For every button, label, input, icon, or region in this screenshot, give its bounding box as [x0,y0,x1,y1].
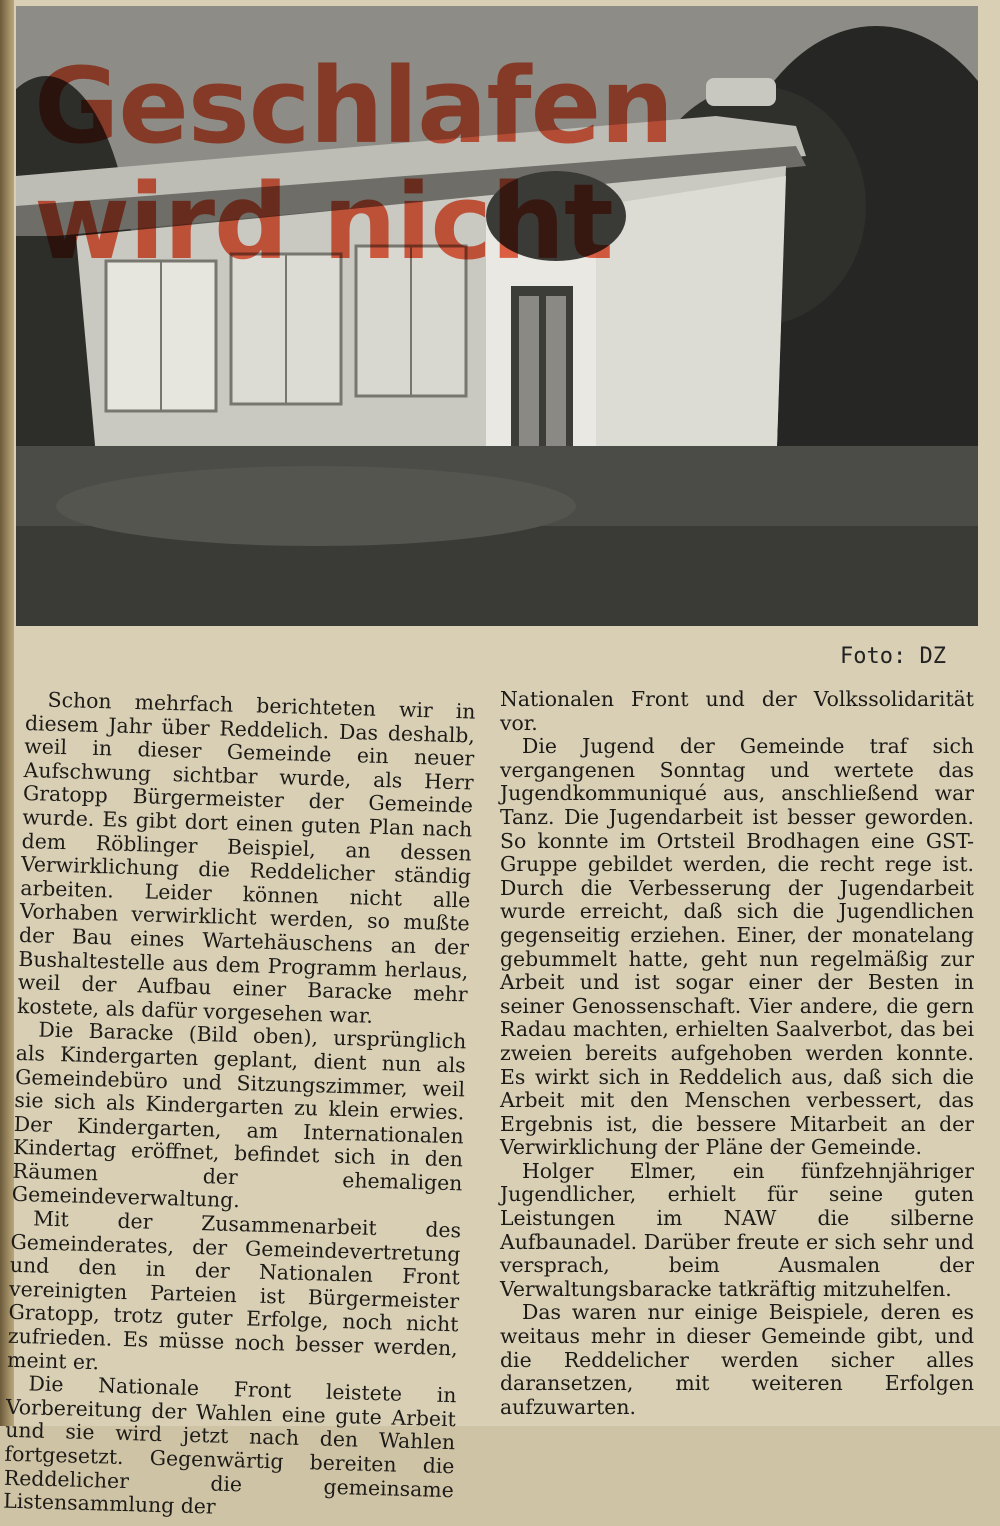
paragraph: Das waren nur einige Beispiele, deren es weitaus mehr in dieser Gemeinde gibt, und die Reddelicher werden sicher alles daransetzen, mit weiteren Erfolgen aufzuwarten. [500,1300,974,1419]
headline-line-1: Geschlafen [34,45,674,167]
article-column-left [3,688,476,1526]
paragraph: Nationalen Front und der Volkssolidarität vor. [500,687,974,735]
paragraph: Mit der Zusammenarbeit des Gemeinderates, der Gemeindevertretung und den in der Nationalen Front vereinigten Parteien ist Bürgermeister Gratopp, trotz guter Erfolge, noch nicht zufrieden. Es müsse noch besser werden, meint er. [6,1206,462,1374]
article-headline [34,45,674,283]
paragraph: Die Baracke (Bild oben), ursprünglich als Kindergarten geplant, dient nun als Gemeindebüro und Sitzungszimmer, weil sie sich als Kindergarten zu klein erwies. Der Kindergarten, am Internationalen Kindertag eröffnet, befindet sich in den Räumen der ehemaligen Gemeindeverwaltung. [11,1017,467,1213]
paragraph: Die Jugend der Gemeinde traf sich vergangenen Sonntag und wertete das Jugendkommuniqué aus, anschließend war Tanz. Die Jugendarbeit ist besser geworden. So konnte im Ortsteil Brodhagen eine GST-Gruppe gebildet werden, die recht rege ist. Durch die Verbesserung der Jugendarbeit wurde erreicht, daß sich die Jugendlichen gegenseitig erziehen. Einer, der monatelang gebummelt hatte, geht nun regelmäßig zur Arbeit und ist sogar einer der Besten in seiner Genossenschaft. Vier andere, die gern Radau machten, erhielten Saalverbot, das bei zweien bereits aufgehoben werden konnte. Es wirkt sich in Reddelich aus, daß sich die Arbeit mit den Menschen verbessert, das Ergebnis ist, die bessere Mitarbeit an der Verwirklichung der Pläne der Gemeinde. [500,734,974,1160]
paragraph: Schon mehrfach berichteten wir in diesem Jahr über Reddelich. Das deshalb, weil in dieser Gemeinde ein neuer Aufschwung sichtbar wurde, als Herr Gratopp Bürgermeister der Gemeinde wurde. Es gibt dort einen guten Plan nach dem Röblinger Beispiel, an dessen Verwirklichung die Reddelicher ständig arbeiten. Leider können nicht alle Vorhaben verwirklicht werden, so mußte der Bau eines Wartehäuschens an der Bushaltestelle aus dem Programm herlaus, weil der Aufbau einer Baracke mehr kostete, als dafür vorgesehen war. [16,687,476,1028]
paragraph: Holger Elmer, ein fünfzehnjähriger Jugendlicher, erhielt für seine guten Leistungen im NAW die silberne Aufbaunadel. Darüber freute er sich sehr und versprach, beim Ausmalen der Verwaltungsbaracke tatkräftig mitzuhelfen. [500,1158,974,1301]
headline-line-2: wird nicht [34,161,613,283]
paragraph: Die Nationale Front leistete in Vorbereitung der Wahlen eine gute Arbeit und sie wird jetzt nach den Wahlen fortgesetzt. Gegenwärtig bereiten die Reddelicher die gemeinsame Listensammlung der [2,1371,457,1519]
photo-credit: Foto: DZ [840,644,946,669]
article-column-right [500,688,974,1419]
